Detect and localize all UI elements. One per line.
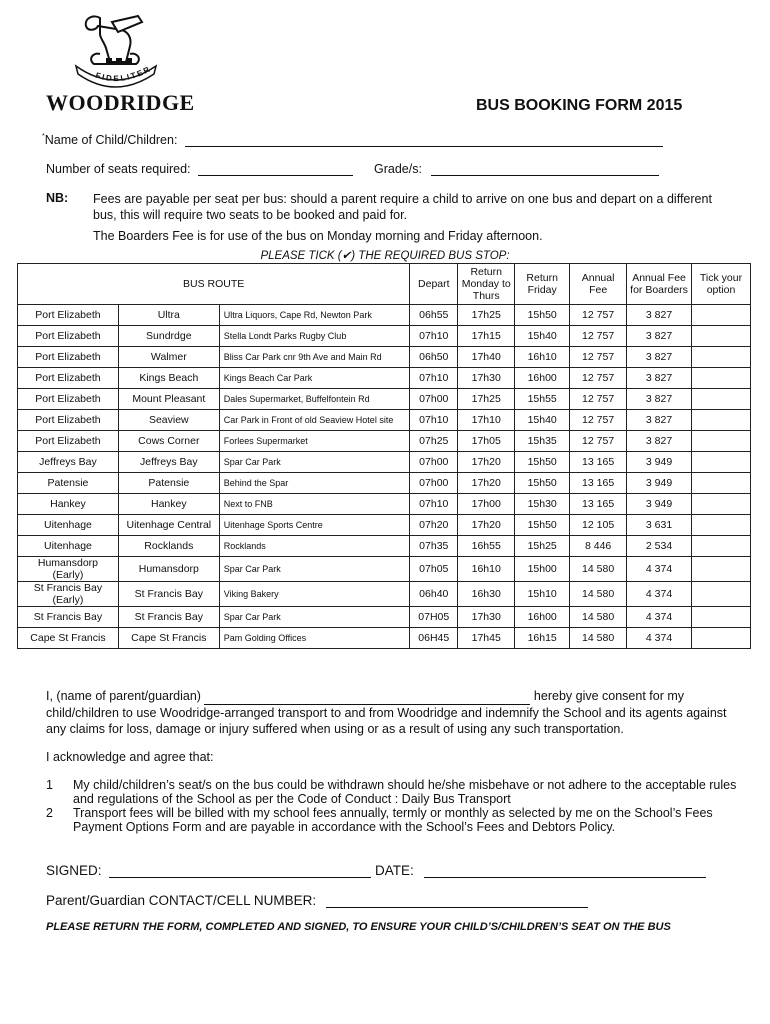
boarders-fee: 3 827 [627,326,692,347]
tick-option-cell[interactable] [692,473,751,494]
tick-option-cell[interactable] [692,515,751,536]
return-mon-thu: 16h10 [458,557,515,582]
contact-label: Parent/Guardian CONTACT/CELL NUMBER: [46,893,317,908]
return-mon-thu: 17h25 [458,389,515,410]
depart-time: 07h00 [410,473,458,494]
route-place: Forlees Supermarket [219,431,410,452]
boarders-note: The Boarders Fee is for use of the bus on Monday morning and Friday afternoon. [93,229,543,243]
route-place: Kings Beach Car Park [219,368,410,389]
depart-time: 06h55 [410,305,458,326]
annual-fee: 8 446 [570,536,627,557]
tick-option-cell[interactable] [692,305,751,326]
form-title: BUS BOOKING FORM 2015 [476,97,683,114]
boarders-fee: 3 827 [627,347,692,368]
route-area: St Francis Bay (Early) [18,582,119,607]
seats-label: Number of seats required: [46,162,191,176]
child-name-field[interactable] [185,134,663,147]
route-stop: Patensie [118,473,219,494]
boarders-fee: 3 827 [627,368,692,389]
boarders-fee: 3 949 [627,452,692,473]
route-area: Port Elizabeth [18,410,119,431]
nb-label: NB: [46,191,69,205]
annual-fee: 12 757 [570,305,627,326]
route-place: Car Park in Front of old Seaview Hotel site [219,410,410,431]
depart-time: 07h20 [410,515,458,536]
route-stop: Mount Pleasant [118,389,219,410]
consent-paragraph [46,688,736,738]
term-text: My child/children’s seat/s on the bus could be withdrawn should he/she misbehave or not adhere to the acceptable rules and regulations of the School as per the Code of Conduct : Daily Bus Transport [73,778,737,806]
header-return-mon-thu: Return Monday to Thurs [458,264,515,305]
route-place: Behind the Spar [219,473,410,494]
table-row [18,473,751,494]
return-mon-thu: 17h30 [458,368,515,389]
route-place: Dales Supermarket, Buffelfontein Rd [219,389,410,410]
return-mon-thu: 17h30 [458,607,515,628]
return-fri: 15h55 [515,389,570,410]
contact-field[interactable] [326,895,588,908]
consent-suffix: hereby give consent for my [533,689,684,703]
return-fri: 15h50 [515,452,570,473]
table-row [18,389,751,410]
signed-label: SIGNED: [46,863,102,878]
depart-time: 07h25 [410,431,458,452]
signature-field[interactable] [109,865,371,878]
tick-option-cell[interactable] [692,389,751,410]
route-area: Port Elizabeth [18,368,119,389]
table-row [18,410,751,431]
return-fri: 16h00 [515,607,570,628]
route-stop: Cape St Francis [118,628,219,649]
depart-time: 07h00 [410,389,458,410]
route-area: Uitenhage [18,515,119,536]
annual-fee: 12 757 [570,410,627,431]
annual-fee: 13 165 [570,473,627,494]
return-fri: 15h00 [515,557,570,582]
boarders-fee: 3 949 [627,473,692,494]
header-annual-fee: Annual Fee [570,264,627,305]
boarders-fee: 4 374 [627,628,692,649]
route-area: Port Elizabeth [18,431,119,452]
school-crest-logo [70,12,160,90]
return-fri: 15h10 [515,582,570,607]
contact-row [46,893,588,908]
tick-option-cell[interactable] [692,536,751,557]
route-place: Spar Car Park [219,557,410,582]
term-text: Transport fees will be billed with my school fees annually, termly or monthly as selected by me on the School’s Fees Payment Options Form and are payable in accordance with the School’s Fees and Debtors Policy. [73,806,713,834]
annual-fee: 14 580 [570,557,627,582]
tick-option-cell[interactable] [692,607,751,628]
boarders-fee: 3 827 [627,410,692,431]
annual-fee: 14 580 [570,582,627,607]
date-label: DATE: [375,863,414,878]
table-row [18,431,751,452]
logo-motto: FIDELITER [94,63,153,84]
tick-option-cell[interactable] [692,582,751,607]
return-fri: 15h50 [515,473,570,494]
return-mon-thu: 17h20 [458,452,515,473]
seats-row [46,162,353,176]
depart-time: 07h10 [410,410,458,431]
annual-fee: 14 580 [570,628,627,649]
return-fri: 15h50 [515,515,570,536]
return-fri: 15h35 [515,431,570,452]
tick-option-cell[interactable] [692,326,751,347]
depart-time: 07h35 [410,536,458,557]
route-stop: Rocklands [118,536,219,557]
table-row [18,368,751,389]
route-area: Humansdorp (Early) [18,557,119,582]
return-mon-thu: 17h00 [458,494,515,515]
route-place: Uitenhage Sports Centre [219,515,410,536]
route-place: Spar Car Park [219,452,410,473]
table-row [18,582,751,607]
annual-fee: 12 757 [570,368,627,389]
boarders-fee: 3 631 [627,515,692,536]
grade-label: Grade/s: [374,162,422,176]
return-fri: 15h25 [515,536,570,557]
date-field[interactable] [424,865,706,878]
depart-time: 07h10 [410,326,458,347]
return-mon-thu: 17h05 [458,431,515,452]
annual-fee: 12 757 [570,326,627,347]
return-mon-thu: 17h40 [458,347,515,368]
annual-fee: 13 165 [570,494,627,515]
annual-fee: 12 757 [570,389,627,410]
boarders-fee: 3 827 [627,305,692,326]
route-area: St Francis Bay [18,607,119,628]
grade-field[interactable] [431,163,659,176]
route-stop: Ultra [118,305,219,326]
term-number: 2 [46,806,53,820]
seats-field[interactable] [198,163,353,176]
header-bus-route: BUS ROUTE [18,264,410,305]
depart-time: 06H45 [410,628,458,649]
route-area: Patensie [18,473,119,494]
acknowledge-text: I acknowledge and agree that: [46,750,214,764]
return-mon-thu: 17h20 [458,515,515,536]
route-place: Stella Londt Parks Rugby Club [219,326,410,347]
boarders-fee: 4 374 [627,607,692,628]
term-number: 1 [46,778,53,792]
route-stop: St Francis Bay [118,607,219,628]
boarders-fee: 2 534 [627,536,692,557]
boarders-fee: 4 374 [627,557,692,582]
return-mon-thu: 17h15 [458,326,515,347]
header-depart: Depart [410,264,458,305]
nb-text: Fees are payable per seat per bus: should a parent require a child to arrive on one bus and depart on a different bus, this will require two seats to be booked and paid for. [93,192,712,222]
route-stop: Walmer [118,347,219,368]
depart-time: 07h10 [410,368,458,389]
route-place: Bliss Car Park cnr 9th Ave and Main Rd [219,347,410,368]
footer-instruction: PLEASE RETURN THE FORM, COMPLETED AND SIGNED, TO ENSURE YOUR CHILD’S/CHILDREN’S SEAT ON THE BUS [46,921,671,933]
parent-name-field[interactable] [204,692,530,705]
table-row [18,536,751,557]
table-row [18,515,751,536]
table-row [18,326,751,347]
route-area: Cape St Francis [18,628,119,649]
table-row [18,347,751,368]
table-row [18,452,751,473]
route-stop: Kings Beach [118,368,219,389]
route-area: Port Elizabeth [18,389,119,410]
return-fri: 15h50 [515,305,570,326]
depart-time: 06h40 [410,582,458,607]
table-row [18,494,751,515]
route-area: Port Elizabeth [18,326,119,347]
annual-fee: 12 757 [570,347,627,368]
return-fri: 16h15 [515,628,570,649]
header-return-fri: Return Friday [515,264,570,305]
boarders-fee: 3 827 [627,431,692,452]
return-fri: 16h10 [515,347,570,368]
route-area: Hankey [18,494,119,515]
child-name-row: *Name of Child/Children: [42,133,663,147]
return-mon-thu: 16h30 [458,582,515,607]
route-stop: St Francis Bay [118,582,219,607]
signature-row [46,863,706,878]
tick-option-cell[interactable] [692,494,751,515]
annual-fee: 14 580 [570,607,627,628]
tick-option-cell[interactable] [692,431,751,452]
table-row [18,628,751,649]
route-area: Port Elizabeth [18,347,119,368]
school-name: WOODRIDGE [46,90,195,115]
route-stop: Humansdorp [118,557,219,582]
tick-option-cell[interactable] [692,347,751,368]
child-name-label: Name of Child/Children: [44,133,178,147]
boarders-fee: 3 827 [627,389,692,410]
depart-time: 06h50 [410,347,458,368]
boarders-fee: 3 949 [627,494,692,515]
route-area: Port Elizabeth [18,305,119,326]
header-tick: Tick your option [692,264,751,305]
annual-fee: 13 165 [570,452,627,473]
route-place: Spar Car Park [219,607,410,628]
annual-fee: 12 757 [570,431,627,452]
depart-time: 07h10 [410,494,458,515]
return-mon-thu: 17h45 [458,628,515,649]
annual-fee: 12 105 [570,515,627,536]
depart-time: 07h05 [410,557,458,582]
tick-option-cell[interactable] [692,368,751,389]
grade-row [374,162,659,176]
return-fri: 15h40 [515,326,570,347]
route-stop: Seaview [118,410,219,431]
route-stop: Cows Corner [118,431,219,452]
return-fri: 16h00 [515,368,570,389]
route-place: Pam Golding Offices [219,628,410,649]
return-fri: 15h40 [515,410,570,431]
depart-time: 07H05 [410,607,458,628]
tick-option-cell[interactable] [692,452,751,473]
route-stop: Sundrdge [118,326,219,347]
table-row [18,607,751,628]
return-mon-thu: 17h20 [458,473,515,494]
route-place: Next to FNB [219,494,410,515]
return-mon-thu: 17h25 [458,305,515,326]
depart-time: 07h00 [410,452,458,473]
boarders-fee: 4 374 [627,582,692,607]
header-boarders-fee: Annual Fee for Boarders [627,264,692,305]
route-stop: Uitenhage Central [118,515,219,536]
route-area: Uitenhage [18,536,119,557]
route-place: Viking Bakery [219,582,410,607]
return-mon-thu: 17h10 [458,410,515,431]
return-mon-thu: 16h55 [458,536,515,557]
tick-option-cell[interactable] [692,410,751,431]
table-row [18,305,751,326]
tick-option-cell[interactable] [692,557,751,582]
route-area: Jeffreys Bay [18,452,119,473]
route-stop: Jeffreys Bay [118,452,219,473]
route-place: Ultra Liquors, Cape Rd, Newton Park [219,305,410,326]
return-fri: 15h30 [515,494,570,515]
consent-rest: child/children to use Woodridge-arranged transport to and from Woodridge and indemnify the School and its agents against any claims for loss, damage or injury suffered when using or as a result of using any such transportation. [46,705,727,736]
tick-instruction: PLEASE TICK (✔) THE REQUIRED BUS STOP: [260,250,510,262]
table-row [18,557,751,582]
consent-prefix: I, (name of parent/guardian) [46,689,201,703]
route-stop: Hankey [118,494,219,515]
route-place: Rocklands [219,536,410,557]
tick-option-cell[interactable] [692,628,751,649]
bus-route-table [17,263,751,649]
